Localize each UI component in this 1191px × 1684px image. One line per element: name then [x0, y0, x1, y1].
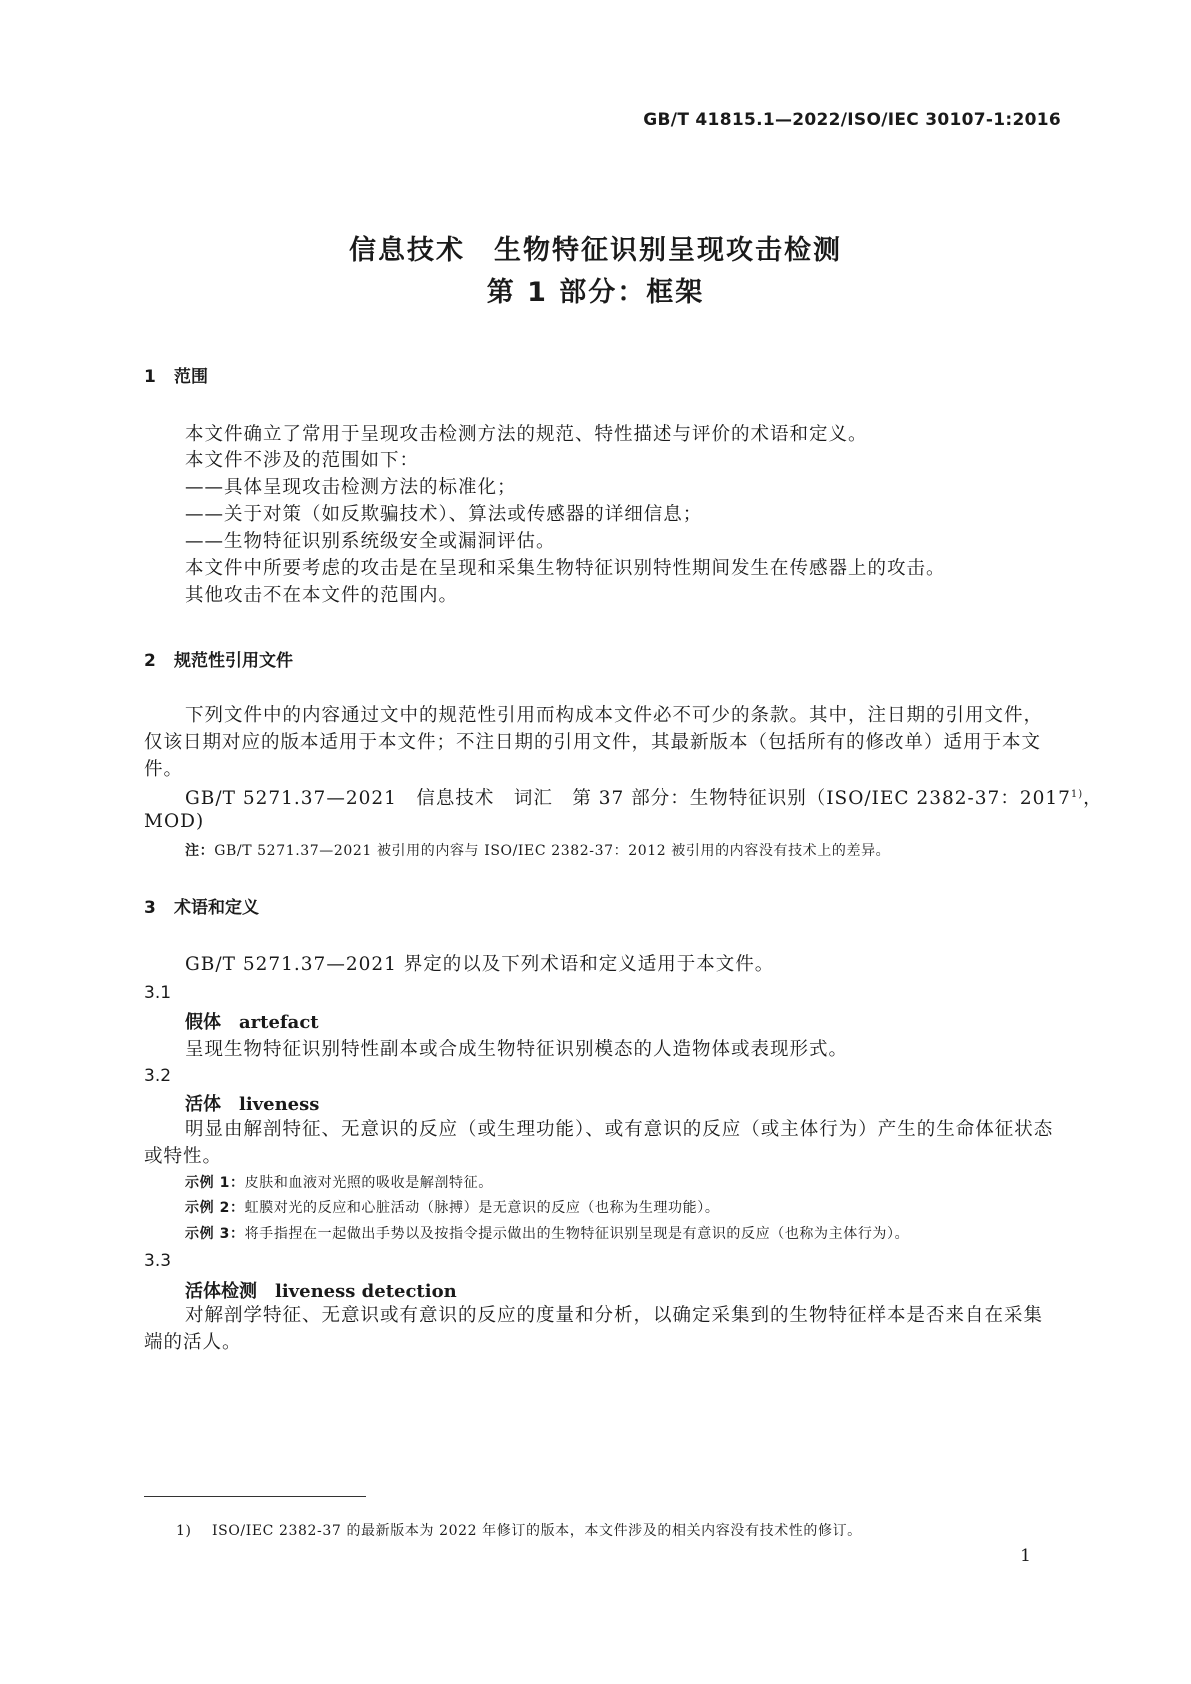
- footnote-ref: 1): [1070, 788, 1084, 800]
- note-text: GB/T 5271.37—2021 被引用的内容与 ISO/IEC 2382-37：2012 被引用的内容没有技术上的差异。: [214, 843, 891, 859]
- reference-text: GB/T 5271.37—2021 信息技术 词汇 第 37 部分：生物特征识别（ISO/IEC 2382-37：2017: [185, 788, 1071, 809]
- note-label: 注：: [185, 843, 215, 859]
- section-title: 规范性引用文件: [174, 651, 293, 671]
- example-label: 示例 2：: [185, 1200, 245, 1216]
- list-item: ——生物特征识别系统级安全或漏洞评估。: [185, 531, 556, 552]
- example: [185, 1223, 909, 1243]
- example-text: 虹膜对光的反应和心脏活动（脉搏）是无意识的反应（也称为生理功能）。: [244, 1200, 720, 1216]
- section-3-heading: [144, 893, 259, 918]
- paragraph: 本文件中所要考虑的攻击是在呈现和采集生物特征识别特性期间发生在传感器上的攻击。: [185, 558, 946, 579]
- document-title-line2: 第 1 部分：框架: [486, 277, 705, 308]
- document-title-line1: 信息技术 生物特征识别呈现攻击检测: [349, 235, 842, 266]
- normative-reference: [185, 784, 1103, 810]
- section-title: 术语和定义: [174, 898, 259, 918]
- paragraph: GB/T 5271.37—2021 界定的以及下列术语和定义适用于本文件。: [185, 954, 775, 975]
- footnote-text: ISO/IEC 2382-37 的最新版本为 2022 年修订的版本，本文件涉及的相关内容没有技术性的修订。: [212, 1523, 862, 1539]
- list-item: ——关于对策（如反欺骗技术）、算法或传感器的详细信息；: [185, 504, 703, 525]
- paragraph: 本文件确立了常用于呈现攻击检测方法的规范、特性描述与评价的术语和定义。: [185, 424, 868, 445]
- section-1-heading: [144, 362, 208, 387]
- term-number: 3.1: [144, 983, 172, 1003]
- term-cn: 假体: [185, 1012, 221, 1033]
- footnote: [176, 1520, 862, 1540]
- term-en: liveness: [239, 1094, 320, 1115]
- section-number: 3: [144, 898, 156, 918]
- section-title: 范围: [174, 367, 208, 387]
- term-heading: [185, 1090, 319, 1116]
- term-definition: 明显由解剖特征、无意识的反应（或生理功能）、或有意识的反应（或主体行为）产生的生命体征状态或特性。: [144, 1119, 1054, 1167]
- term-heading: [185, 1277, 457, 1303]
- section-2-heading: [144, 646, 293, 671]
- paragraph: 下列文件中的内容通过文中的规范性引用而构成本文件必不可少的条款。其中，注日期的引用文件，仅该日期对应的版本适用于本文件；不注日期的引用文件，其最新版本（包括所有的修改单）适用于本文件。: [144, 705, 1044, 780]
- term-cn: 活体: [185, 1094, 221, 1115]
- example-text: 皮肤和血液对光照的吸收是解剖特征。: [244, 1175, 493, 1191]
- term-number: 3.2: [144, 1066, 172, 1086]
- footnote-marker: 1): [176, 1523, 192, 1539]
- paragraph: 本文件不涉及的范围如下：: [185, 450, 420, 471]
- term-definition: 对解剖学特征、无意识或有意识的反应的度量和分析，以确定采集到的生物特征样本是否来自在采集端的活人。: [144, 1305, 1044, 1353]
- note: [185, 840, 890, 860]
- term-definition: 呈现生物特征识别特性副本或合成生物特征识别模态的人造物体或表现形式。: [185, 1039, 849, 1060]
- section-number: 2: [144, 651, 156, 671]
- example-text: 将手指捏在一起做出手势以及按指令提示做出的生物特征识别呈现是有意识的反应（也称为主体行为）。: [244, 1226, 910, 1242]
- example-label: 示例 3：: [185, 1226, 245, 1242]
- term-number: 3.3: [144, 1251, 172, 1271]
- term-en: artefact: [239, 1012, 319, 1033]
- example: [185, 1172, 493, 1192]
- reference-continuation: MOD): [144, 811, 205, 832]
- standard-code: GB/T 41815.1—2022/ISO/IEC 30107-1:2016: [643, 110, 1061, 130]
- term-en: liveness detection: [275, 1281, 457, 1302]
- term-heading: [185, 1008, 319, 1034]
- reference-tail: ，: [1083, 788, 1103, 809]
- term-cn: 活体检测: [185, 1281, 257, 1302]
- footnote-divider: [144, 1496, 366, 1497]
- list-item: ——具体呈现攻击检测方法的标准化；: [185, 477, 517, 498]
- example-label: 示例 1：: [185, 1175, 245, 1191]
- section-number: 1: [144, 367, 156, 387]
- example: [185, 1197, 719, 1217]
- paragraph: 其他攻击不在本文件的范围内。: [185, 585, 459, 606]
- page-number: 1: [1020, 1546, 1031, 1566]
